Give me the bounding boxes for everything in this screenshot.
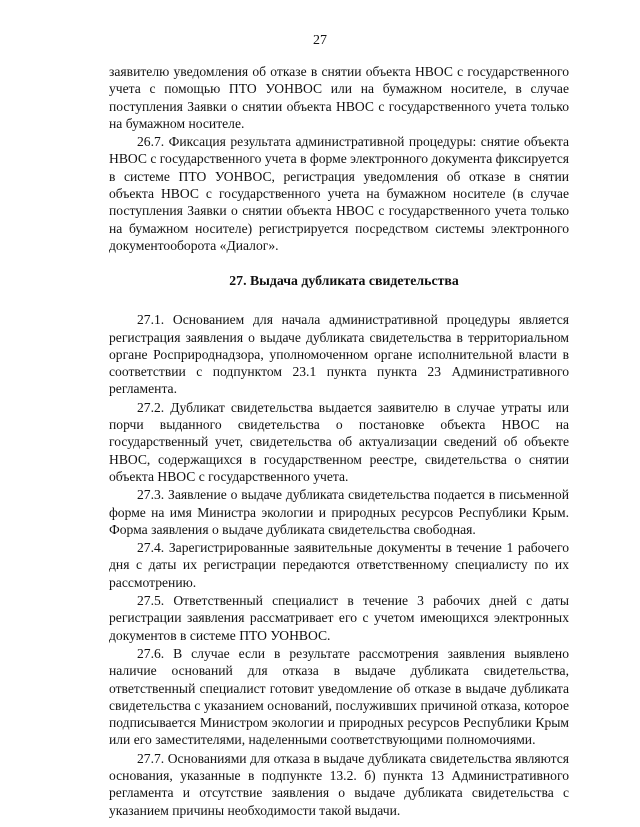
page-number: 27 (313, 33, 327, 48)
paragraph-27-7: 27.7. Основаниями для отказа в выдаче дубликата свидетельства являются основания, указанные в подпункте 13.2. б) пункта 13 Административного регламента и отсутствие заявления о выдаче дубликата свидетельства с указанием причины необходимости такой выдачи. (109, 750, 569, 818)
paragraph-27-1: 27.1. Основанием для начала административной процедуры является регистрация заявления о выдаче дубликата свидетельства в территориальном органе Росприроднадзора, уполномоченном органе исполнительной власти в соответствии с подпунктом 23.1 пункта пункта 23 Административного регламента. (109, 312, 569, 397)
paragraph-27-5: 27.5. Ответственный специалист в течение 3 рабочих дней с даты регистрации заявления рассматривает его с учетом имеющихся электронных документов в системе ПТО УОНВОС. (109, 593, 569, 643)
paragraph-27-6: 27.6. В случае если в результате рассмотрения заявления выявлено наличие оснований для отказа в выдаче дубликата свидетельства, ответственный специалист готовит уведомление об отказе в выдаче дубликата свидетельства с указанием оснований, послуживших причиной отказа, которое подписывается Министром экологии и природных ресурсов Республики Крым или его заместителями, наделенными соответствующими полномочиями. (109, 645, 569, 748)
document-body (109, 63, 569, 819)
paragraph-27-4: 27.4. Зарегистрированные заявительные документы в течение 1 рабочего дня с даты их регистрации передаются ответственному специалисту по их рассмотрению. (109, 540, 569, 590)
section-title: 27. Выдача дубликата свидетельства (229, 273, 459, 289)
intro-paragraph: заявителю уведомления об отказе в снятии объекта НВОС с государственного учета с помощью ПТО УОНВОС или на бумажном носителе, в случае поступления Заявки о снятии объекта НВОС с государственного учета только на бумажном носителе. (109, 64, 569, 131)
paragraph-27-2: 27.2. Дубликат свидетельства выдается заявителю в случае утраты или порчи выданного свидетельства о постановке объекта НВОС на государственный учет, свидетельства об актуализации сведений об объекте НВОС, содержащихся в государственном реестре, свидетельства о снятии объекта НВОС с государственного учета. (109, 399, 569, 484)
paragraph-26-7: 26.7. Фиксация результата административной процедуры: снятие объекта НВОС с государственного учета в форме электронного документа фиксируется в системе ПТО УОНВОС, регистрация уведомления об отказе в снятии объекта НВОС с государственного учета на бумажном носителе (в случае поступления Заявки о снятии объекта НВОС с государственного учета только на бумажном носителе) регистрируется посредством системы электронного документооборота «Диалог». (109, 134, 569, 253)
paragraph-27-3: 27.3. Заявление о выдаче дубликата свидетельства подается в письменной форме на имя Министра экологии и природных ресурсов Республики Крым. Форма заявления о выдаче дубликата свидетельства свободная. (109, 487, 569, 537)
